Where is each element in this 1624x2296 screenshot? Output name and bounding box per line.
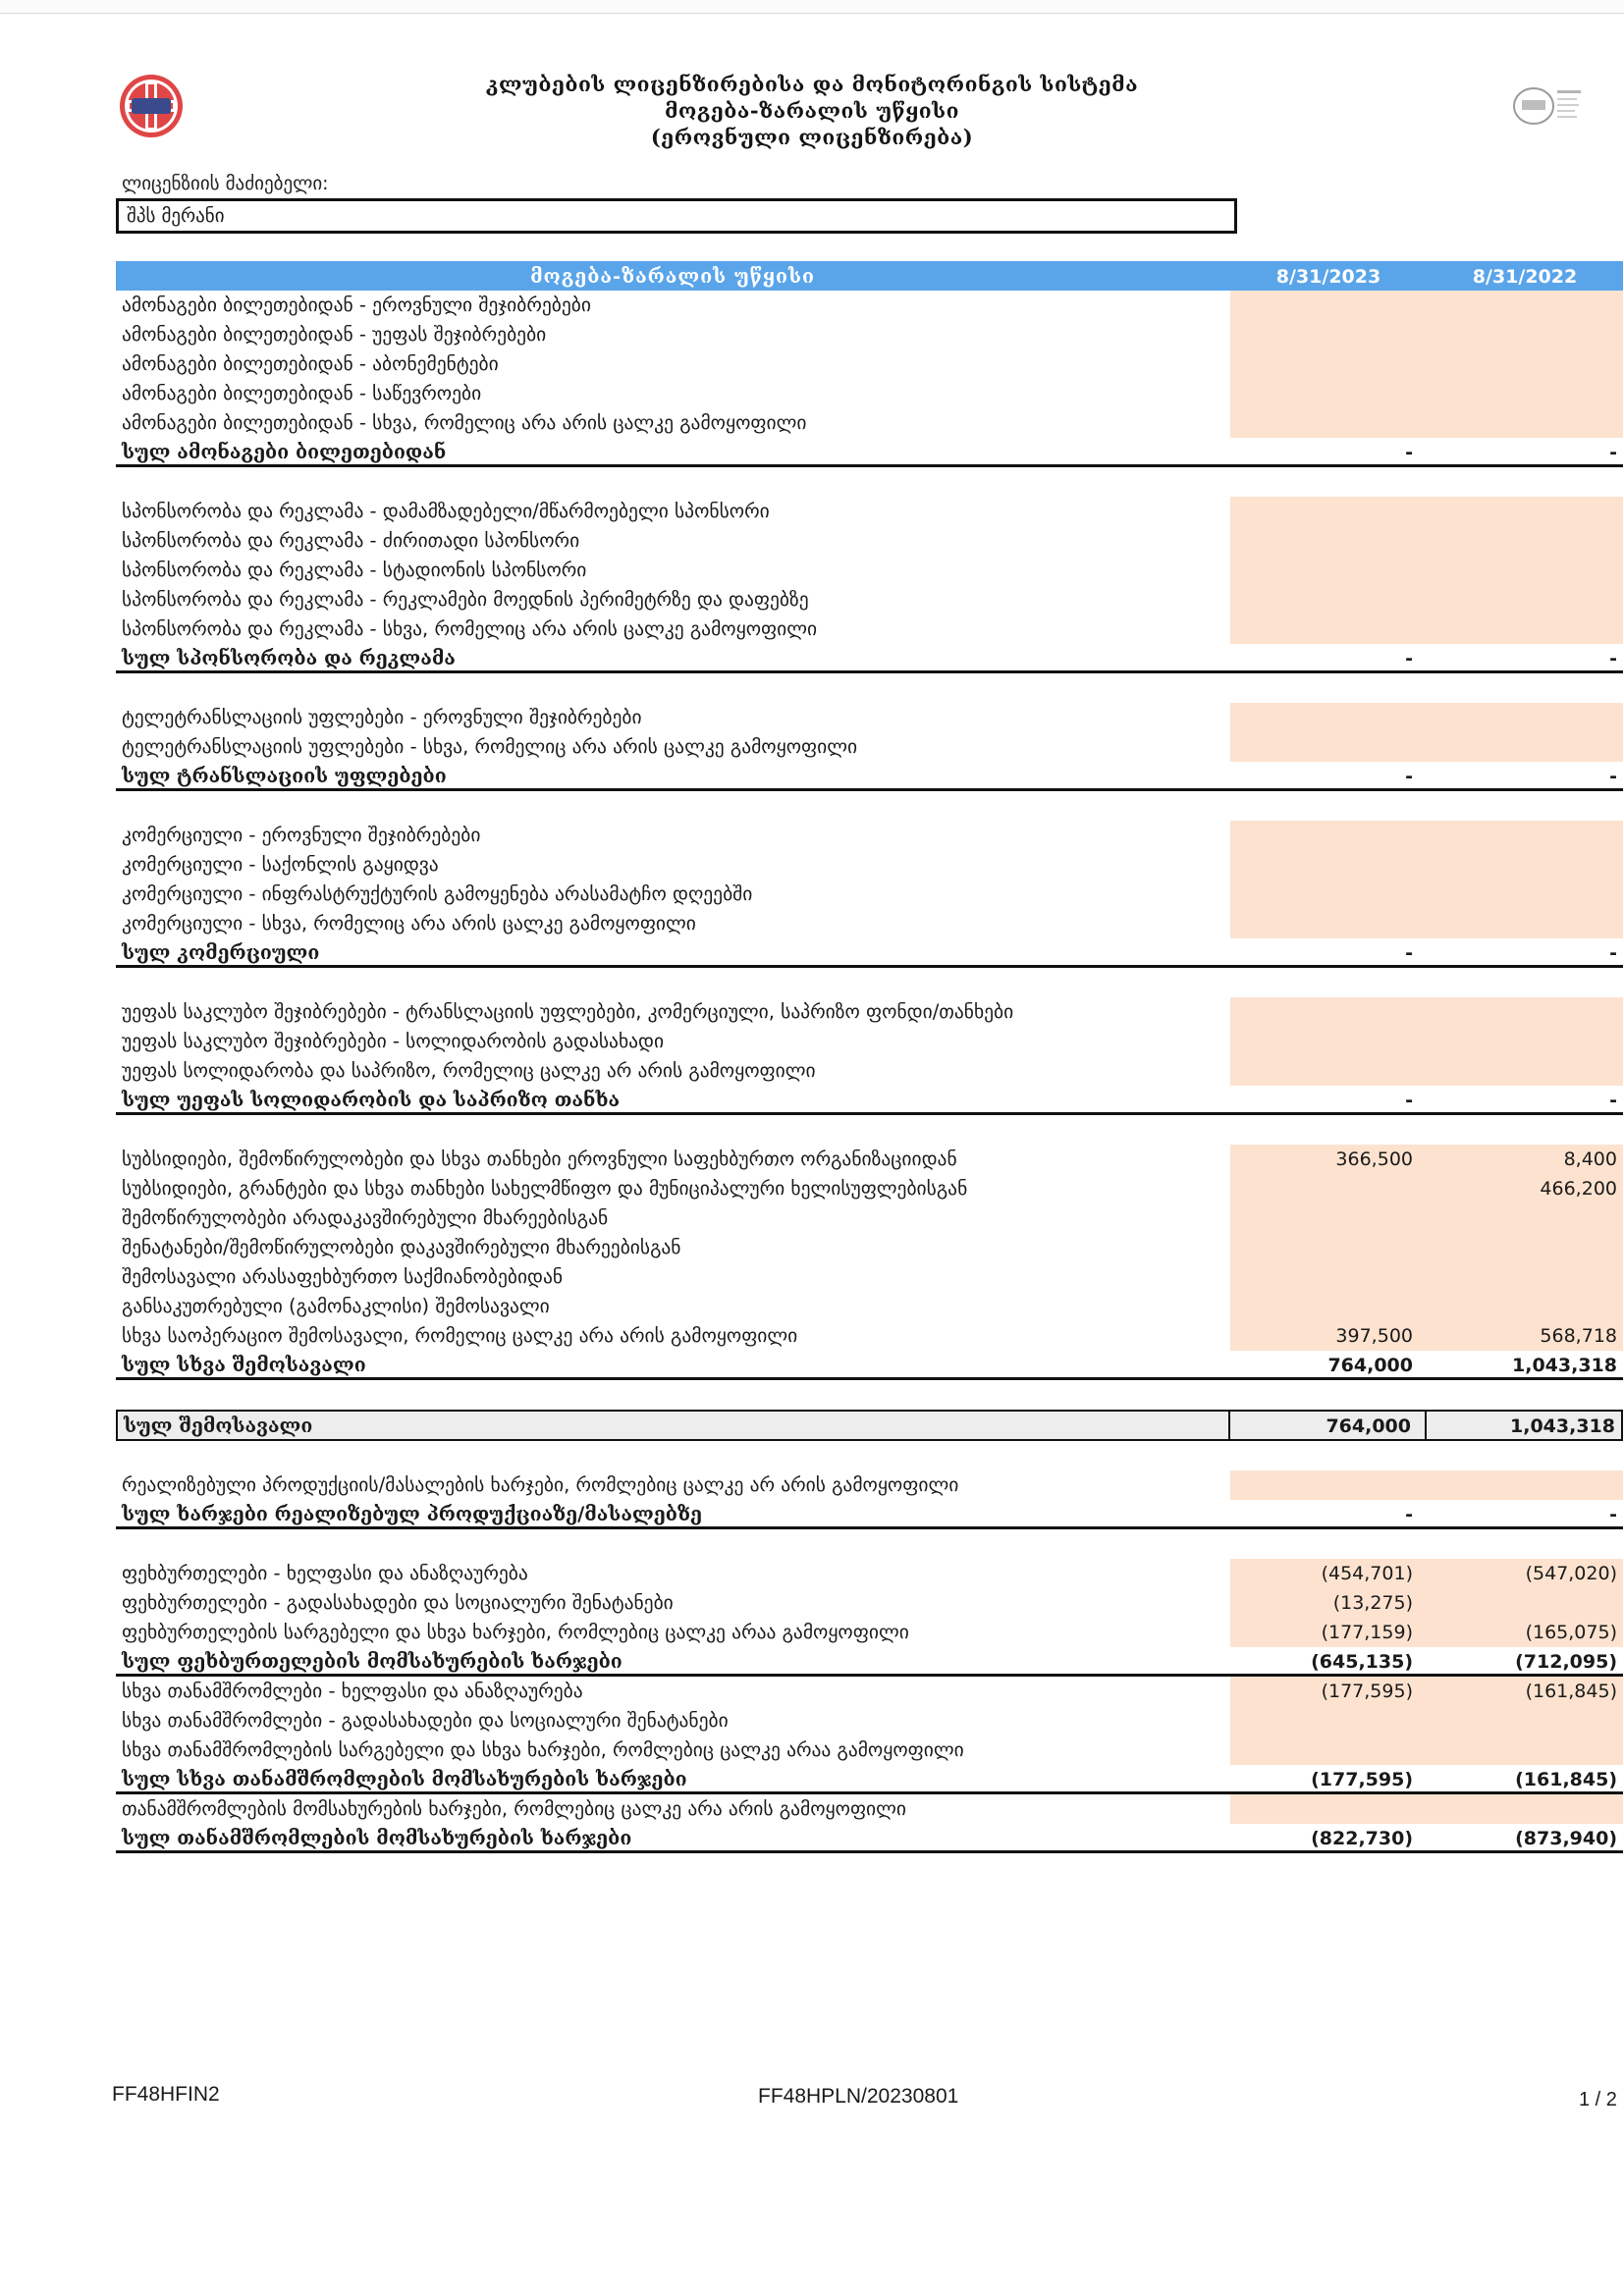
row-value-2022: - (1609, 942, 1617, 964)
footer-document-id: FF48HPLN/20230801 (758, 2085, 959, 2108)
table-row (116, 320, 1623, 349)
table-row (116, 556, 1623, 585)
licensee-name-field[interactable]: შპს მერანი (116, 198, 1237, 234)
row-label: სპონსორობა და რეკლამა - სტადიონის სპონსორი (122, 559, 587, 581)
table-row-other (116, 614, 1623, 644)
row-label: სხვა თანამშრომლები - გადასახადები და სოციალური შენატანები (122, 1709, 729, 1732)
scan-top-edge (0, 0, 1624, 14)
row-value-2022: 466,200 (1540, 1178, 1617, 1200)
header-line-2: მოგება-ზარალის უწყისი (664, 98, 959, 123)
table-title: მოგება-ზარალის უწყისი (530, 265, 815, 288)
header-line-1: კლუბების ლიცენზირებისა და მონიტორინგის სისტემა (485, 72, 1139, 96)
table-row (116, 349, 1623, 379)
table-row-spacer (116, 673, 1623, 703)
table-row (116, 1145, 1623, 1174)
table-row (116, 1559, 1623, 1588)
row-value-2023: (177,595) (1321, 1681, 1413, 1702)
licensee-label: ლიცენზიის მაძიებელი: (122, 173, 329, 194)
row-value-2023: 397,500 (1335, 1325, 1413, 1347)
input-cell-2022[interactable] (1427, 497, 1623, 526)
input-cell-2022[interactable] (1427, 1056, 1623, 1086)
row-value-2022: (161,845) (1515, 1769, 1617, 1790)
row-label: შემოწირულობები არადაკავშირებული მხარეებისგან (122, 1206, 609, 1229)
table-row-total (116, 1647, 1623, 1677)
row-value-2022: (547,020) (1525, 1563, 1617, 1584)
input-cell-2022[interactable] (1427, 1027, 1623, 1056)
table-row (116, 1292, 1623, 1321)
table-row (116, 291, 1623, 320)
row-value-2023: - (1405, 442, 1413, 463)
input-cell-2023[interactable] (1230, 556, 1427, 585)
row-label: რეალიზებული პროდუქციის/მასალების ხარჯები, რომლებიც ცალკე არ არის გამოყოფილი (122, 1473, 959, 1496)
input-cell-2022[interactable] (1427, 614, 1623, 644)
input-cell-2022[interactable] (1427, 1588, 1623, 1618)
table-row (116, 1706, 1623, 1735)
input-cell-2022[interactable] (1427, 408, 1623, 438)
input-cell-2023[interactable] (1230, 379, 1427, 408)
row-label: სულ კომერციული (122, 941, 320, 964)
row-label: სუბსიდიები, გრანტები და სხვა თანხები სახელმწიფო და მუნიციპალური ხელისუფლებისგან (122, 1177, 968, 1200)
row-label: სულ ფეხბურთელების მომსახურების ხარჯები (122, 1650, 623, 1673)
row-value-2023: - (1405, 648, 1413, 669)
row-label: კომერციული - ეროვნული შეჯიბრებები (122, 824, 481, 846)
row-value-2023: (822,730) (1311, 1828, 1413, 1849)
row-value-2022: 1,043,318 (1510, 1415, 1615, 1437)
input-cell-2023[interactable] (1230, 1174, 1427, 1203)
profit-loss-table (116, 261, 1623, 1853)
input-cell-2022[interactable] (1427, 526, 1623, 556)
table-row-other (116, 1470, 1623, 1500)
document-header (295, 71, 1329, 150)
row-label: სულ ხარჯები რეალიზებულ პროდუქციაზე/მასალებზე (122, 1503, 702, 1525)
input-cell-2022[interactable] (1427, 880, 1623, 909)
table-row (116, 379, 1623, 408)
input-cell-2022[interactable] (1427, 909, 1623, 938)
row-value-2023: (13,275) (1332, 1592, 1413, 1614)
input-cell-2022[interactable] (1427, 850, 1623, 880)
input-cell-2023[interactable] (1230, 408, 1427, 438)
row-value-2023: (177,595) (1311, 1769, 1413, 1790)
table-row (116, 1027, 1623, 1056)
row-label: სულ სპონსორობა და რეკლამა (122, 647, 456, 669)
table-row-other (116, 408, 1623, 438)
row-value-2023: - (1405, 1504, 1413, 1525)
row-value-2022: (712,095) (1515, 1651, 1617, 1673)
row-value-2022: (873,940) (1515, 1828, 1617, 1849)
row-label: სპონსორობა და რეკლამა - რეკლამები მოედნის პერიმეტრზე და დაფებზე (122, 588, 809, 611)
approved-stamp-icon (1512, 79, 1583, 133)
row-label: თანამშრომლების მომსახურების ხარჯები, რომლებიც ცალკე არა არის გამოყოფილი (122, 1797, 906, 1820)
table-row-spacer (116, 1115, 1623, 1145)
row-label: შემოსავალი არასაფეხბურთო საქმიანობებიდან (122, 1265, 564, 1288)
row-label: ტელეტრანსლაციის უფლებები - სხვა, რომელიც არა არის ცალკე გამოყოფილი (122, 735, 858, 758)
table-row (116, 703, 1623, 732)
table-row-spacer (116, 467, 1623, 497)
row-value-2023: - (1405, 766, 1413, 787)
table-row (116, 1588, 1623, 1618)
table-row (116, 997, 1623, 1027)
input-cell-2023[interactable] (1230, 1233, 1427, 1262)
input-cell-2023[interactable] (1230, 585, 1427, 614)
input-cell-2023[interactable] (1230, 732, 1427, 762)
input-cell-2022[interactable] (1427, 997, 1623, 1027)
table-row-other (116, 1056, 1623, 1086)
input-cell-2023[interactable] (1230, 1794, 1427, 1824)
row-value-2022: - (1609, 1090, 1617, 1111)
table-row (116, 585, 1623, 614)
header-line-3: (ეროვნული ლიცენზირება) (650, 125, 974, 149)
table-row-total (116, 1500, 1623, 1529)
footer-page-number: 1 / 2 (1579, 2089, 1617, 2110)
row-value-2023: (454,701) (1321, 1563, 1413, 1584)
row-label: სპონსორობა და რეკლამა - სხვა, რომელიც არა არის ცალკე გამოყოფილი (122, 617, 818, 640)
row-label: კომერციული - საქონლის გაყიდვა (122, 853, 439, 876)
row-value-2022: - (1609, 442, 1617, 463)
row-label: სულ ამონაგები ბილეთებიდან (122, 441, 447, 463)
column-header-2022: 8/31/2022 (1472, 266, 1578, 288)
row-value-2022: (165,075) (1525, 1622, 1617, 1643)
table-row-grand-total (116, 1410, 1623, 1441)
table-row (116, 1735, 1623, 1765)
row-label: სულ სხვა თანამშრომლების მომსახურების ხარჯები (122, 1768, 687, 1790)
table-row (116, 850, 1623, 880)
input-cell-2023[interactable] (1230, 526, 1427, 556)
input-cell-2023[interactable] (1230, 1292, 1427, 1321)
row-label: უეფას საკლუბო შეჯიბრებები - სოლიდარობის გადასახადი (122, 1030, 665, 1052)
row-label: განსაკუთრებული (გამონაკლისი) შემოსავალი (122, 1295, 550, 1317)
row-value-2023: 764,000 (1326, 1415, 1411, 1437)
table-row-total (116, 938, 1623, 968)
row-label: ამონაგები ბილეთებიდან - სხვა, რომელიც არა არის ცალკე გამოყოფილი (122, 411, 807, 434)
row-label: ამონაგები ბილეთებიდან - საწევროები (122, 382, 482, 404)
column-header-2023: 8/31/2023 (1275, 266, 1381, 288)
input-cell-2022[interactable] (1427, 1203, 1623, 1233)
input-cell-2022[interactable] (1427, 1292, 1623, 1321)
row-label: სულ უეფას სოლიდარობის და საპრიზო თანხა (122, 1089, 621, 1111)
row-label: ფეხბურთელები - გადასახადები და სოციალური შენატანები (122, 1591, 674, 1614)
table-row (116, 821, 1623, 850)
table-row (116, 880, 1623, 909)
table-row-spacer (116, 1441, 1623, 1470)
row-label: სხვა თანამშრომლების სარგებელი და სხვა ხარჯები, რომლებიც ცალკე არაა გამოყოფილი (122, 1738, 964, 1761)
row-label: ამონაგები ბილეთებიდან - ეროვნული შეჯიბრებები (122, 294, 591, 316)
row-label: სხვა საოპერაციო შემოსავალი, რომელიც ცალკე არა არის გამოყოფილი (122, 1324, 798, 1347)
row-label: უეფას სოლიდარობა და საპრიზო, რომელიც ცალკე არ არის გამოყოფილი (122, 1059, 816, 1082)
row-label: კომერციული - ინფრასტრუქტურის გამოყენება არასამატჩო დღეებში (122, 882, 753, 905)
table-row-other (116, 1794, 1623, 1824)
row-value-2023: - (1405, 942, 1413, 964)
input-cell-2023[interactable] (1230, 1262, 1427, 1292)
input-cell-2022[interactable] (1427, 585, 1623, 614)
row-value-2023: (645,135) (1311, 1651, 1413, 1673)
table-row-other (116, 1321, 1623, 1351)
input-cell-2022[interactable] (1427, 732, 1623, 762)
input-cell-2022[interactable] (1427, 703, 1623, 732)
input-cell-2023[interactable] (1230, 850, 1427, 880)
table-row (116, 1618, 1623, 1647)
row-label: შენატანები/შემოწირულობები დაკავშირებული მხარეებისგან (122, 1236, 681, 1258)
row-label: სპონსორობა და რეკლამა - ძირითადი სპონსორი (122, 529, 580, 552)
table-row-spacer (116, 968, 1623, 997)
row-label: ფეხბურთელების სარგებელი და სხვა ხარჯები, რომლებიც ცალკე არაა გამოყოფილი (122, 1621, 909, 1643)
row-value-2022: 1,043,318 (1512, 1355, 1617, 1376)
input-cell-2023[interactable] (1230, 320, 1427, 349)
row-label: სულ თანამშრომლების მომსახურების ხარჯები (122, 1827, 632, 1849)
row-value-2022: (161,845) (1525, 1681, 1617, 1702)
input-cell-2022[interactable] (1427, 821, 1623, 850)
row-label: სულ სხვა შემოსავალი (122, 1354, 366, 1376)
input-cell-2022[interactable] (1427, 1470, 1623, 1500)
input-cell-2023[interactable] (1230, 614, 1427, 644)
input-cell-2023[interactable] (1230, 880, 1427, 909)
input-cell-2022[interactable] (1427, 379, 1623, 408)
input-cell-2022[interactable] (1427, 320, 1623, 349)
row-value-2022: 568,718 (1540, 1325, 1617, 1347)
row-value-2023: - (1405, 1090, 1413, 1111)
input-cell-2023[interactable] (1230, 1027, 1427, 1056)
table-row (116, 1677, 1623, 1706)
input-cell-2022[interactable] (1427, 1735, 1623, 1765)
table-row-total (116, 1351, 1623, 1380)
table-row-total (116, 1086, 1623, 1115)
input-cell-2023[interactable] (1230, 1706, 1427, 1735)
input-cell-2023[interactable] (1230, 497, 1427, 526)
row-label: კომერციული - სხვა, რომელიც არა არის ცალკე გამოყოფილი (122, 912, 696, 934)
input-cell-2022[interactable] (1427, 1794, 1623, 1824)
input-cell-2022[interactable] (1427, 556, 1623, 585)
input-cell-2023[interactable] (1230, 291, 1427, 320)
row-label: სულ ტრანსლაციის უფლებები (122, 765, 447, 787)
row-label: უეფას საკლუბო შეჯიბრებები - ტრანსლაციის უფლებები, კომერციული, საპრიზო ფონდი/თანხები (122, 1000, 1014, 1023)
row-label: ამონაგები ბილეთებიდან - უეფას შეჯიბრებები (122, 323, 547, 346)
table-row (116, 1203, 1623, 1233)
input-cell-2023[interactable] (1230, 821, 1427, 850)
input-cell-2023[interactable] (1230, 349, 1427, 379)
input-cell-2022[interactable] (1427, 1233, 1623, 1262)
input-cell-2022[interactable] (1427, 1262, 1623, 1292)
table-row (116, 526, 1623, 556)
table-row-total (116, 438, 1623, 467)
input-cell-2022[interactable] (1427, 291, 1623, 320)
table-row-other (116, 909, 1623, 938)
gff-logo-icon (118, 73, 185, 139)
input-cell-2023[interactable] (1230, 1056, 1427, 1086)
table-row-spacer (116, 791, 1623, 821)
row-label: სხვა თანამშრომლები - ხელფასი და ანაზღაურება (122, 1680, 583, 1702)
row-label: სპონსორობა და რეკლამა - დამამზადებელი/მწარმოებელი სპონსორი (122, 500, 770, 522)
input-cell-2022[interactable] (1427, 349, 1623, 379)
table-row-total (116, 1765, 1623, 1794)
input-cell-2023[interactable] (1230, 909, 1427, 938)
row-value-2022: - (1609, 1504, 1617, 1525)
row-value-2023: 366,500 (1335, 1148, 1413, 1170)
table-row (116, 1174, 1623, 1203)
table-row (116, 1233, 1623, 1262)
table-row (116, 1262, 1623, 1292)
footer-form-code: FF48HFIN2 (112, 2083, 220, 2106)
row-label: სუბსიდიები, შემოწირულობები და სხვა თანხები ეროვნული საფეხბურთო ორგანიზაციიდან (122, 1148, 957, 1170)
table-row-spacer (116, 1529, 1623, 1559)
input-cell-2023[interactable] (1230, 1203, 1427, 1233)
row-value-2023: 764,000 (1327, 1355, 1413, 1376)
row-label: ტელეტრანსლაციის უფლებები - ეროვნული შეჯიბრებები (122, 706, 642, 728)
row-label: ამონაგები ბილეთებიდან - აბონემენტები (122, 352, 499, 375)
table-row (116, 497, 1623, 526)
input-cell-2023[interactable] (1230, 703, 1427, 732)
row-label: სულ შემოსავალი (124, 1415, 313, 1437)
input-cell-2023[interactable] (1230, 997, 1427, 1027)
table-row-total (116, 644, 1623, 673)
row-label: ფეხბურთელები - ხელფასი და ანაზღაურება (122, 1562, 528, 1584)
row-value-2022: - (1609, 648, 1617, 669)
table-row-other (116, 732, 1623, 762)
input-cell-2023[interactable] (1230, 1735, 1427, 1765)
table-row-total (116, 1824, 1623, 1853)
row-value-2023: (177,159) (1321, 1622, 1413, 1643)
row-value-2022: 8,400 (1563, 1148, 1617, 1170)
table-header-row (116, 261, 1623, 291)
table-row-spacer (116, 1380, 1623, 1410)
table-row-total (116, 762, 1623, 791)
input-cell-2023[interactable] (1230, 1470, 1427, 1500)
input-cell-2022[interactable] (1427, 1706, 1623, 1735)
row-value-2022: - (1609, 766, 1617, 787)
